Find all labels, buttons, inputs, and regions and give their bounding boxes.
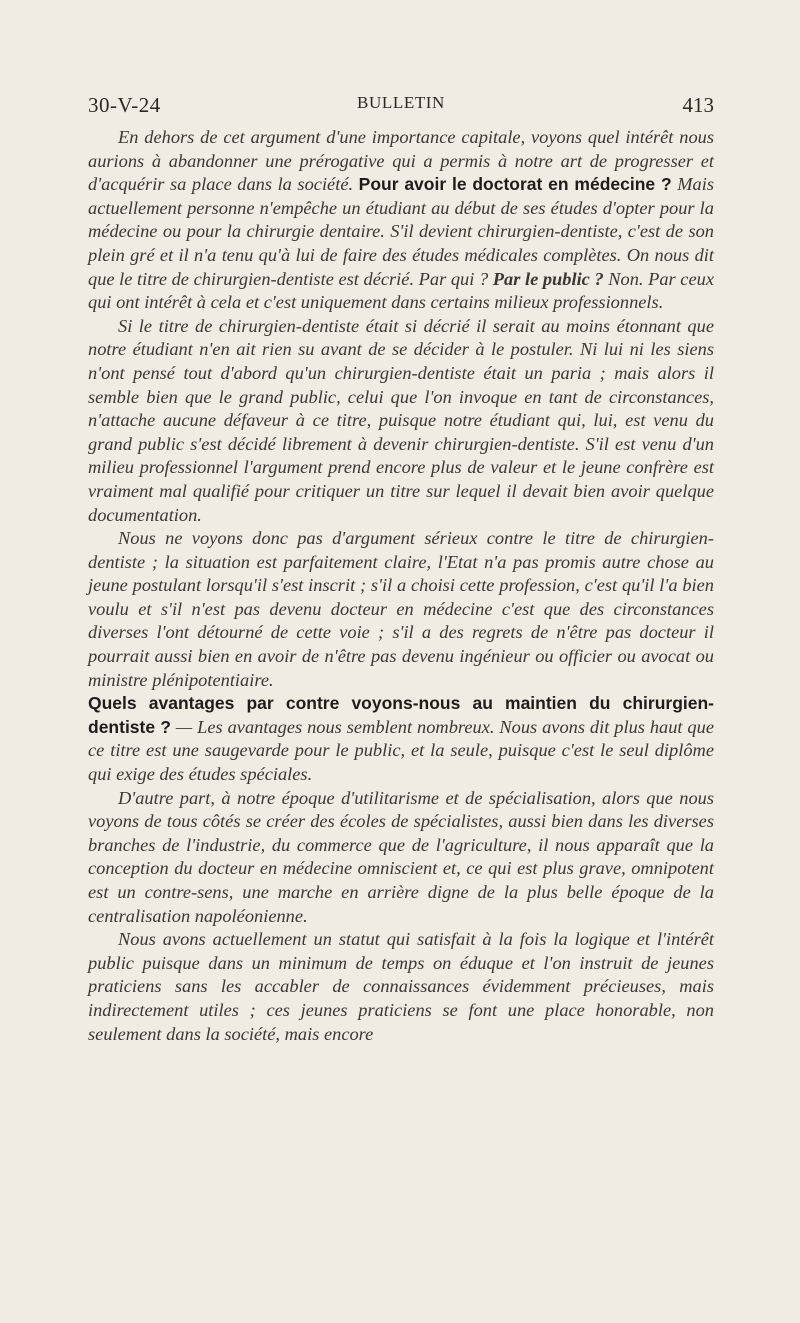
body-text [88, 126, 714, 1046]
paragraph-4-bold-heading: Quels avantages par contre voyons-nous au maintien du chirurgien-dentiste ? [88, 693, 714, 737]
paragraph-1-text-c: Mais actuellement personne n'empêche un étudiant au début de ses études d'opter pour la médecine ou pour la chirurgie dentaire. S'il devient chirurgien-dentiste, c'est de son plein gré et il n'a tenu qu'à lui de faire des études médicales complètes. On nous dit que le titre de chirurgien-dentiste est décrié. Par qui ? [88, 174, 714, 289]
paragraph-6: Nous avons actuellement un statut qui satisfait à la fois la logique et l'intérêt public puisque dans un minimum de temps on éduque et l'on instruit de jeunes praticiens sans les accabler de connaissances évidemment précieuses, mais indirectement utiles ; ces jeunes praticiens se font une place honorable, non seulement dans la société, mais encore [88, 929, 714, 1044]
paragraph-1-text-a: En dehors de cet argument d'une importance capitale, voyons quel intérêt nous aurions à abandonner une prérogative qui a permis à notre art de progresser et d'acquérir sa place dans la société. [88, 127, 714, 195]
paragraph-1-bold-question: Pour avoir le doctorat en médecine ? [358, 174, 672, 195]
paragraph-1-emphasis: Par le public ? [492, 268, 604, 289]
paragraph-4 [88, 692, 714, 786]
paragraph-4-text: — Les avantages nous semblent nombreux. Nous avons dit plus haut que ce titre est une saugevarde pour le public, et la seule, puisque c'est le seul diplôme qui exige des études spéciales. [88, 716, 714, 785]
header-date: 30-V-24 [88, 93, 161, 117]
header-title: BULLETIN [357, 93, 445, 112]
paragraph-5: D'autre part, à notre époque d'utilitarisme et de spécialisation, alors que nous voyons de tous côtés se créer des écoles de spécialistes, aussi bien dans les diverses branches de l'industrie, du commerce que de l'agriculture, il nous apparaît que la conception du docteur en médecine omniscient et, ce qui est plus grave, omnipotent est un contre-sens, une marche en arrière digne de la plus belle époque de la centralisation napoléonienne. [88, 787, 714, 926]
paragraph-1-text-e: Non. Par ceux qui ont intérêt à cela et c'est uniquement dans certains milieux professionnels. [88, 268, 714, 313]
page-number: 413 [682, 93, 714, 117]
paragraph-2: Si le titre de chirurgien-dentiste était si décrié il serait au moins étonnant que notre étudiant n'en ait rien su avant de se décider à le postuler. Ni lui ni les siens n'ont pensé tout d'abord qu'un chirurgien-dentiste était un paria ; mais alors il semble bien que le grand public, celui que l'on invoque en tant de circonstances, n'attache aucune défaveur à ce titre, puisque notre étudiant qui, lui, est venu du grand public s'est décidé librement à devenir chirurgien-dentiste. S'il est venu d'un milieu professionnel l'argument prend encore plus de valeur et le jeune confrère est vraiment mal qualifié pour critiquer un titre sur lequel il devait bien avoir quelque documentation. [88, 315, 714, 525]
paragraph-1 [88, 126, 714, 315]
running-header [88, 93, 714, 117]
paragraph-3: Nous ne voyons donc pas d'argument sérieux contre le titre de chirurgien-dentiste ; la situation est parfaitement claire, l'Etat n'a pas promis autre chose au jeune postulant lorsqu'il s'est inscrit ; s'il a choisi cette profession, c'est qu'il l'a bien voulu et s'il n'est pas devenu docteur en médecine c'est que des circonstances diverses l'ont détourné de cette voie ; s'il a des regrets de n'être pas docteur il pourrait aussi bien en avoir de n'être pas devenu ingénieur ou officier ou avocat ou ministre plénipotentiaire. [88, 528, 714, 690]
